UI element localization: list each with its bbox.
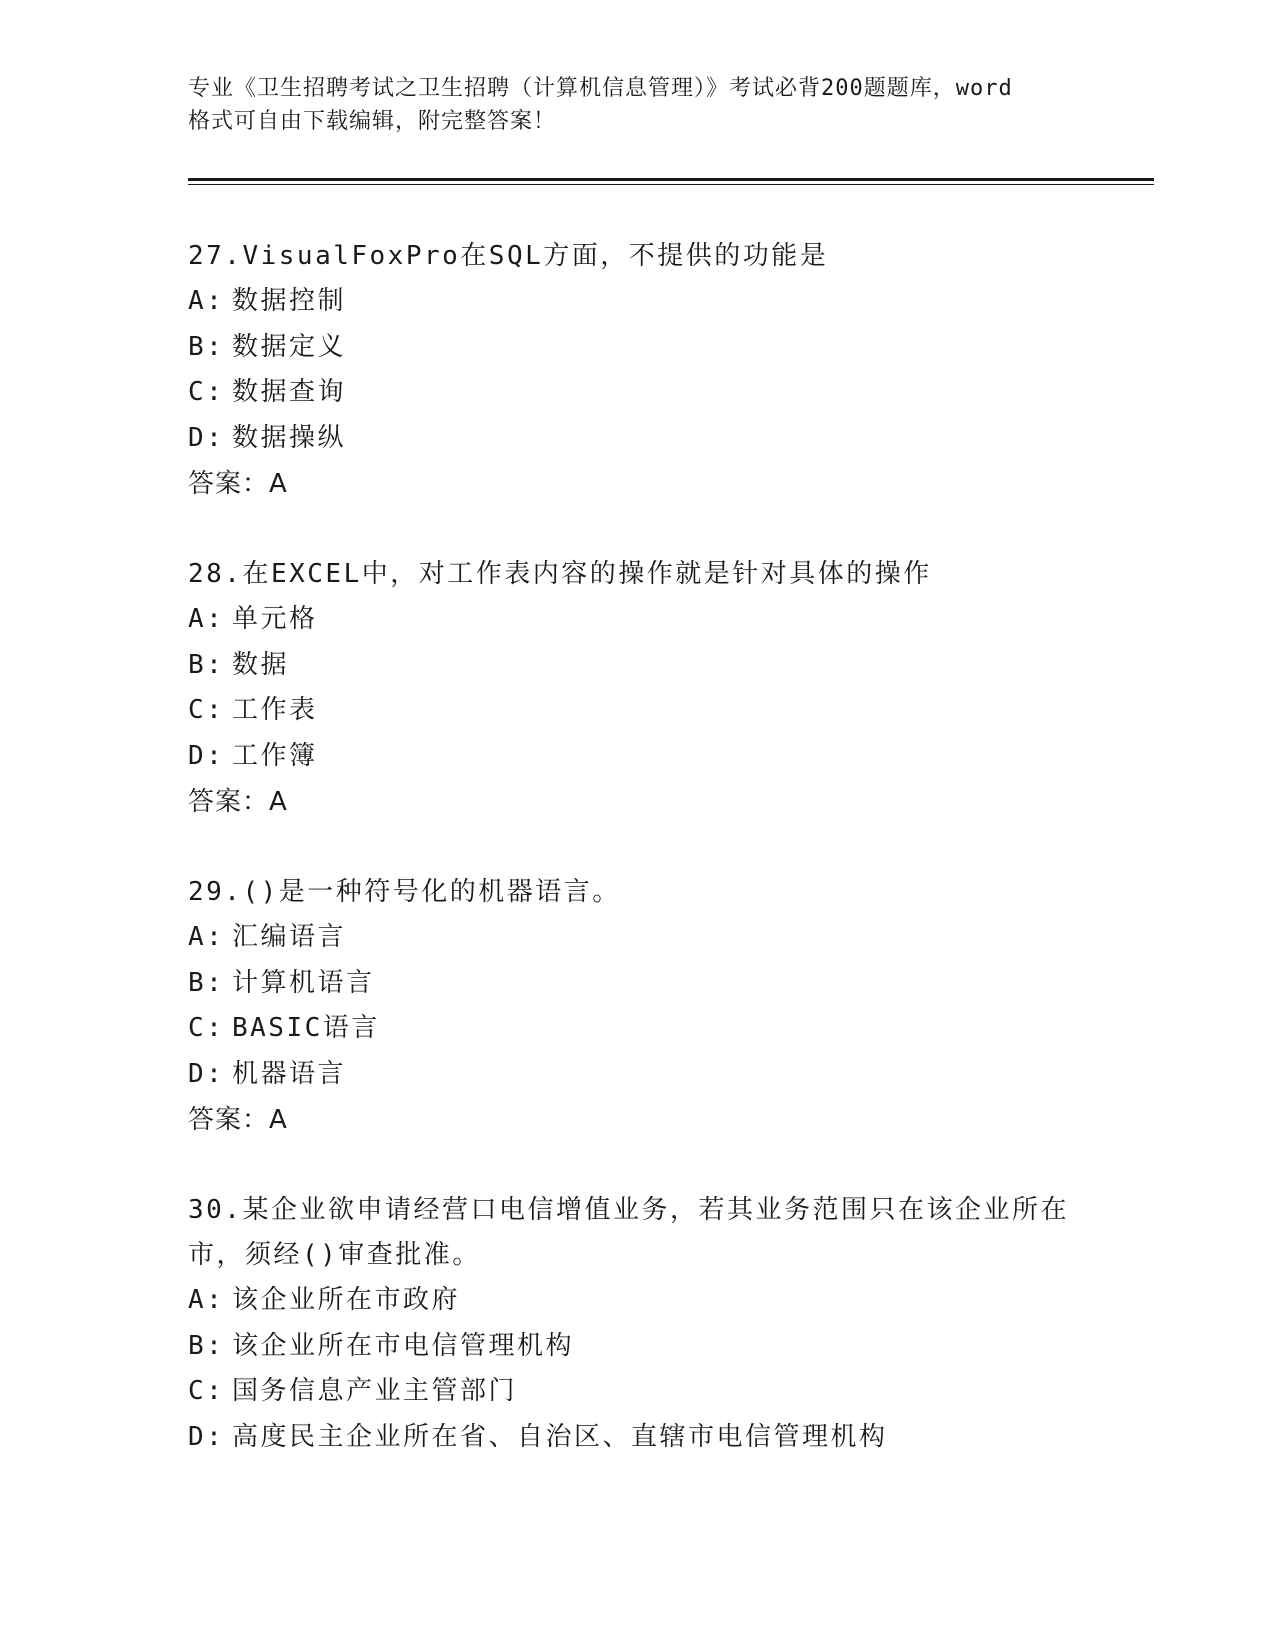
header-divider-thick (188, 178, 1154, 181)
option-letter: A: (188, 922, 225, 952)
answer-line: 答案：A (188, 787, 288, 817)
option-text: 该企业所在市政府 (232, 1285, 461, 1315)
option-text: 单元格 (232, 604, 318, 634)
question-28 (188, 552, 1108, 825)
question-text: 27.VisualFoxPro在SQL方面，不提供的功能是 (188, 241, 829, 271)
question-29 (188, 870, 1108, 1143)
option-c (188, 370, 1108, 416)
question-27 (188, 234, 1108, 507)
option-letter: D: (188, 422, 225, 453)
option-text: 数据 (232, 649, 290, 680)
option-d (188, 734, 1108, 780)
header-line-2: 格式可自由下载编辑，附完整答案！ (188, 109, 557, 134)
answer-line: 答案：A (188, 469, 288, 499)
option-letter: C: (188, 695, 225, 725)
option-text: 该企业所在市电信管理机构 (232, 1330, 575, 1361)
option-text: BASIC语言 (232, 1013, 380, 1043)
option-d (188, 1415, 1108, 1461)
option-b (188, 961, 1108, 1007)
option-b (188, 1324, 1108, 1370)
option-text: 高度民主企业所在省、自治区、直辖市电信管理机构 (232, 1421, 888, 1452)
header-divider-thin (188, 184, 1154, 185)
option-letter: C: (188, 377, 225, 407)
question-text: 29.()是一种符号化的机器语言。 (188, 877, 621, 907)
option-b (188, 643, 1108, 689)
option-a (188, 915, 1108, 961)
option-text: 汇编语言 (232, 922, 347, 952)
option-text: 国务信息产业主管部门 (232, 1376, 518, 1406)
option-c (188, 1369, 1108, 1415)
option-letter: D: (188, 1421, 225, 1452)
option-letter: D: (188, 740, 225, 771)
option-a (188, 597, 1108, 643)
question-text-line-2: 市，须经()审查批准。 (188, 1240, 481, 1270)
option-c (188, 1006, 1108, 1052)
option-text: 数据操纵 (232, 422, 347, 453)
option-b (188, 325, 1108, 371)
question-list (188, 234, 1108, 1505)
option-letter: C: (188, 1013, 225, 1043)
option-a (188, 279, 1108, 325)
option-c (188, 688, 1108, 734)
option-text: 数据定义 (232, 331, 347, 362)
option-letter: D: (188, 1058, 225, 1089)
option-text: 工作簿 (232, 740, 318, 771)
option-text: 数据控制 (232, 286, 347, 316)
option-a (188, 1278, 1108, 1324)
option-letter: C: (188, 1376, 225, 1406)
option-text: 工作表 (232, 695, 318, 725)
option-text: 数据查询 (232, 377, 347, 407)
option-letter: A: (188, 1285, 225, 1315)
answer-line: 答案：A (188, 1105, 288, 1135)
question-text-line-1: 30.某企业欲申请经营口电信增值业务，若其业务范围只在该企业所在 (188, 1195, 1069, 1225)
option-d (188, 416, 1108, 462)
option-d (188, 1052, 1108, 1098)
question-30 (188, 1188, 1108, 1460)
header-line-1: 专业《卫生招聘考试之卫生招聘（计算机信息管理）》考试必背200题题库，word (188, 76, 1013, 101)
question-text: 28.在EXCEL中，对工作表内容的操作就是针对具体的操作 (188, 559, 932, 589)
option-letter: B: (188, 331, 225, 362)
option-text: 机器语言 (232, 1058, 347, 1089)
document-header (188, 72, 1088, 138)
option-letter: B: (188, 1330, 225, 1361)
option-letter: B: (188, 649, 225, 680)
option-letter: A: (188, 286, 225, 316)
option-letter: A: (188, 604, 225, 634)
option-text: 计算机语言 (232, 967, 375, 998)
option-letter: B: (188, 967, 225, 998)
